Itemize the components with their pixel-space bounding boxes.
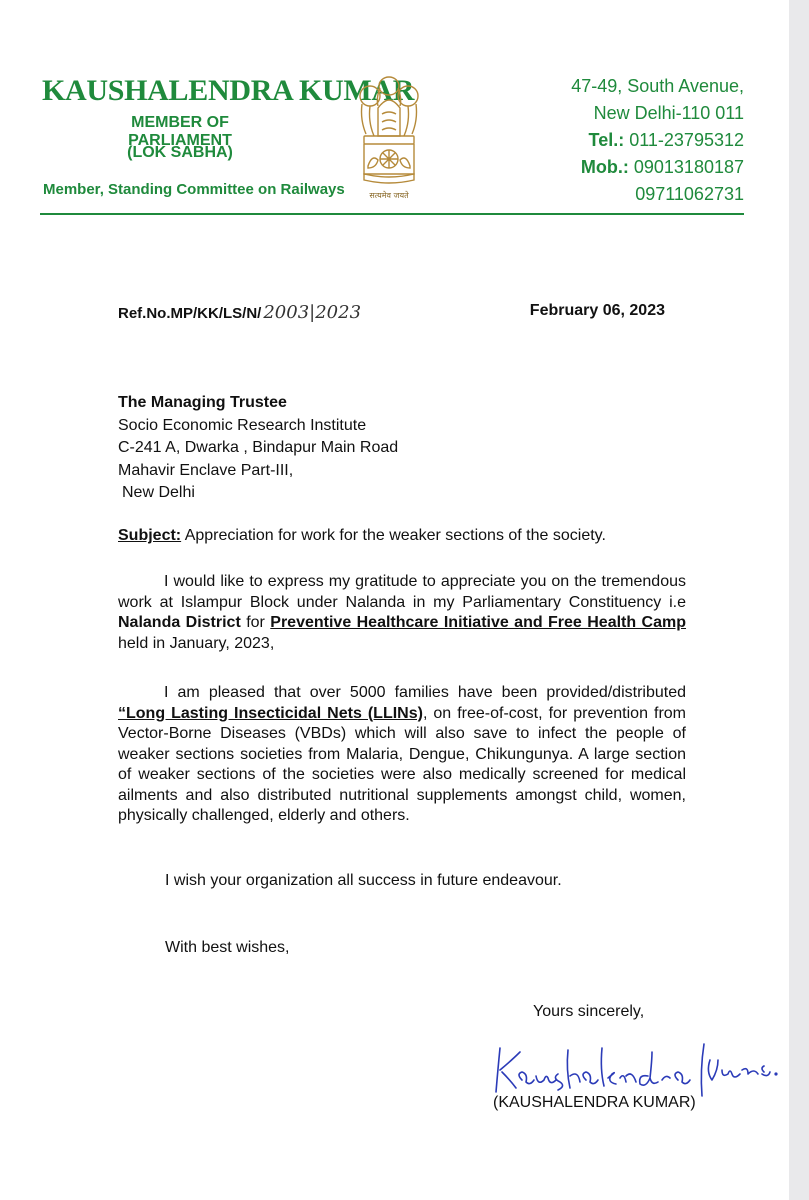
letterhead-house: (LOK SABHA) (127, 144, 233, 161)
telephone-label: Tel.: (588, 130, 625, 150)
letterhead-role: MEMBER OF PARLIAMENT (128, 114, 232, 149)
address-line-city: New Delhi-110 011 (593, 103, 744, 123)
national-emblem-icon (356, 70, 422, 206)
telephone-number: 011-23795312 (629, 130, 744, 150)
mobile-label: Mob.: (580, 157, 629, 177)
addressee-title: The Managing Trustee (118, 394, 287, 411)
address-line-street: 47-49, South Avenue, (571, 76, 744, 96)
closing-regards: With best wishes, (165, 939, 290, 956)
district-name: Nalanda District (118, 614, 241, 631)
initiative-name: Preventive Healthcare Initiative and Free Health Camp (270, 614, 687, 631)
addressee-street: C-241 A, Dwarka , Bindapur Main Road (118, 439, 399, 456)
mobile-number-1: 09013180187 (633, 157, 744, 177)
reference-prefix: Ref.No.MP/KK/LS/N/ (118, 305, 262, 322)
page-edge (789, 0, 809, 1200)
llin-name: “Long Lasting Insecticidal Nets (LLINs) (118, 704, 423, 722)
subject-label: Subject: (118, 527, 182, 544)
letter-date: February 06, 2023 (529, 302, 665, 319)
mobile-number-2: 09711062731 (635, 184, 744, 204)
signatory-name: (KAUSHALENDRA KUMAR) (493, 1094, 696, 1111)
letterhead-name: KAUSHALENDRA KUMAR (42, 74, 415, 107)
mobile-line (581, 157, 744, 178)
addressee-organization: Socio Economic Research Institute (118, 416, 367, 434)
body-paragraph-2: I am pleased that over 5000 families have been provided/distributed “Long Lasting Insecticidal Nets (LLINs), on free-of-cost, for prevention from Vector-Borne Diseases (VBDs) which will also save to infect the people of weaker sections societies from Malaria, Dengue, Chikungunya. A large section of weaker sections of the societies were also medically screened for medical ailments and also distributed nutritional supplements amongst child, women, physically challenged, elderly and others. (118, 684, 686, 824)
addressee-city: New Delhi (122, 484, 195, 501)
subject-text: Appreciation for work for the weaker sections of the society. (181, 527, 606, 544)
emblem-motto: सत्यमेव जयते (369, 191, 409, 200)
telephone-line (589, 130, 744, 151)
closing-wish: I wish your organization all success in future endeavour. (165, 872, 562, 889)
reference-number (118, 302, 361, 323)
addressee-block (118, 392, 398, 505)
body-paragraph-1: I would like to express my gratitude to appreciate you on the tremendous work at Islampur Block under Nalanda in my Parliamentary Constituency i.e Nalanda District for Preventive Healthcare Initiative and Free Health Camp held in January, 2023, (118, 573, 687, 652)
letterhead-divider (40, 213, 744, 215)
addressee-area: Mahavir Enclave Part-III, (118, 461, 294, 479)
closing-sincerely: Yours sincerely, (533, 1003, 645, 1020)
subject-line (118, 527, 606, 545)
reference-handwritten: 2003|2023 (263, 302, 362, 323)
letterhead-committee: Member, Standing Committee on Railways (43, 181, 345, 198)
